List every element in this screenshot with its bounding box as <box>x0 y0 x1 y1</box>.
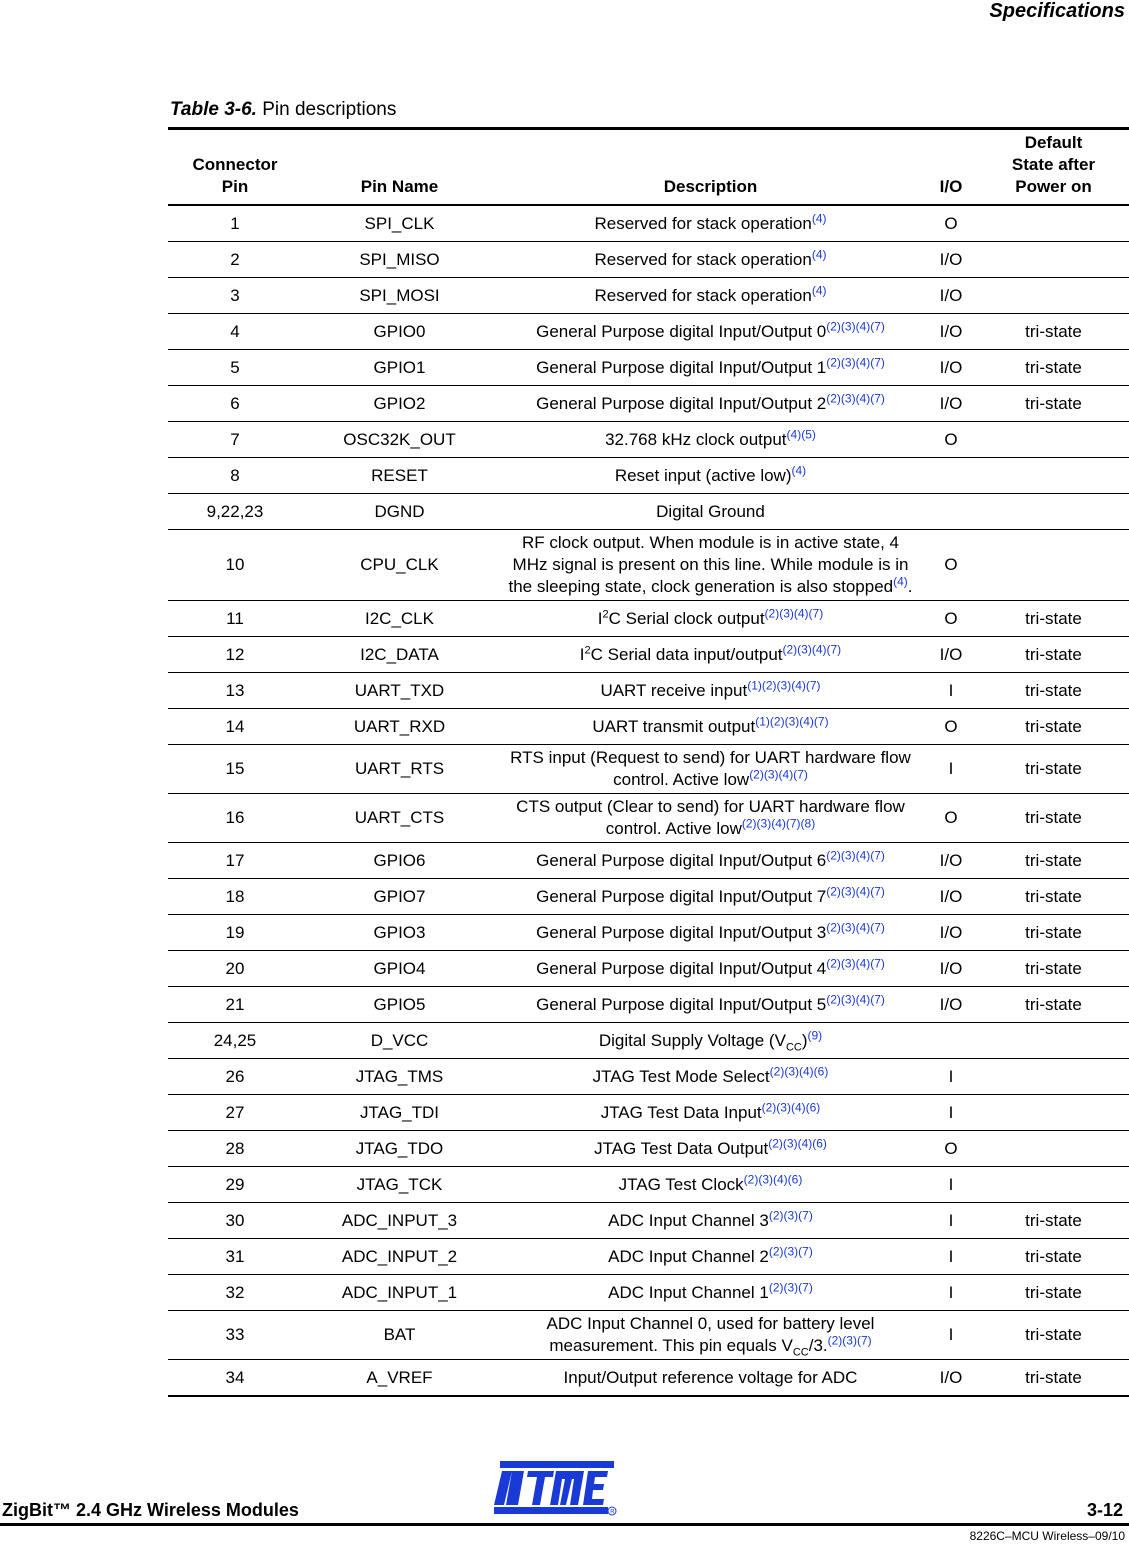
cell-description <box>497 242 924 278</box>
cell-io: O <box>924 1131 978 1167</box>
cell-connector-pin: 11 <box>168 601 302 637</box>
footnote-reference[interactable]: (2)(3)(4)(7) <box>826 919 885 934</box>
cell-description <box>497 1239 924 1275</box>
cell-default-state: tri-state <box>978 637 1129 673</box>
footnote-reference[interactable]: (1)(2)(3)(4)(7) <box>747 677 821 692</box>
cell-description <box>497 1095 924 1131</box>
cell-description <box>497 1360 924 1397</box>
footnote-reference[interactable]: (2)(3)(4)(6) <box>761 1099 821 1114</box>
desc-prefix-superscript: 2 <box>602 607 609 620</box>
desc-tail: . <box>907 577 913 596</box>
table-header-row <box>168 129 1129 206</box>
table-row <box>168 879 1129 915</box>
cell-pin-name: JTAG_TMS <box>302 1059 497 1095</box>
table-row <box>168 794 1129 843</box>
cell-pin-name: GPIO3 <box>302 915 497 951</box>
cell-pin-name: GPIO6 <box>302 843 497 879</box>
cell-description <box>497 637 924 673</box>
table-row <box>168 1203 1129 1239</box>
footnote-reference[interactable]: (2)(3)(4)(7) <box>749 767 808 782</box>
cell-description <box>497 673 924 709</box>
cell-io: I/O <box>924 242 978 278</box>
cell-pin-name: JTAG_TCK <box>302 1167 497 1203</box>
cell-connector-pin: 32 <box>168 1275 302 1311</box>
cell-pin-name: RESET <box>302 458 497 494</box>
cell-io: I <box>924 1311 978 1360</box>
table-row <box>168 494 1129 530</box>
cell-description <box>497 879 924 915</box>
cell-io: I/O <box>924 386 978 422</box>
desc-text: UART receive input <box>600 680 748 700</box>
cell-pin-name: ADC_INPUT_2 <box>302 1239 497 1275</box>
cell-io: O <box>924 709 978 745</box>
col-connector-pin-line1: Connector <box>192 155 278 174</box>
cell-description <box>497 350 924 386</box>
cell-connector-pin: 16 <box>168 794 302 843</box>
cell-description <box>497 1167 924 1203</box>
desc-text: ADC Input Channel 0, used for battery level measurement. This pin equals V <box>546 1314 875 1355</box>
cell-default-state: tri-state <box>978 1275 1129 1311</box>
cell-default-state <box>978 422 1129 458</box>
desc-text: RF clock output. When module is in active state, 4 MHz signal is present on this line. While module is in the sleeping state, clock generation is also stopped <box>508 533 909 596</box>
footnote-reference[interactable]: (2)(3)(4)(6) <box>769 1063 829 1078</box>
cell-description <box>497 1131 924 1167</box>
cell-connector-pin: 13 <box>168 673 302 709</box>
col-default-line1: Default <box>1024 133 1083 152</box>
cell-description <box>497 530 924 601</box>
cell-default-state: tri-state <box>978 951 1129 987</box>
footnote-reference[interactable]: (4) <box>791 462 807 477</box>
cell-io: I <box>924 745 978 794</box>
svg-text:R: R <box>610 1509 615 1516</box>
cell-default-state: tri-state <box>978 843 1129 879</box>
cell-default-state: tri-state <box>978 350 1129 386</box>
desc-text: General Purpose digital Input/Output 0 <box>536 321 827 341</box>
cell-default-state: tri-state <box>978 794 1129 843</box>
cell-description <box>497 745 924 794</box>
table-row <box>168 205 1129 242</box>
footnote-reference[interactable]: (4)(5) <box>786 426 816 441</box>
cell-pin-name: UART_CTS <box>302 794 497 843</box>
cell-connector-pin: 6 <box>168 386 302 422</box>
desc-text: UART transmit output <box>592 716 756 736</box>
desc-text: JTAG Test Data Output <box>594 1138 769 1158</box>
cell-pin-name: BAT <box>302 1311 497 1360</box>
desc-text: Reset input (active low) <box>614 465 792 485</box>
cell-io: I <box>924 1275 978 1311</box>
table-row <box>168 987 1129 1023</box>
cell-default-state <box>978 1023 1129 1059</box>
footnote-reference[interactable]: (4) <box>893 574 908 589</box>
desc-subscript: CC <box>792 1346 809 1359</box>
cell-connector-pin: 15 <box>168 745 302 794</box>
caption-label: Table 3-6. <box>170 99 257 120</box>
cell-description <box>497 843 924 879</box>
desc-text: C Serial clock output <box>608 608 765 628</box>
table-row <box>168 1059 1129 1095</box>
cell-connector-pin: 30 <box>168 1203 302 1239</box>
cell-connector-pin: 10 <box>168 530 302 601</box>
col-io: I/O <box>924 129 978 206</box>
footnote-reference[interactable]: (2)(3)(4)(7) <box>826 847 885 862</box>
section-title: Specifications <box>989 0 1125 22</box>
cell-io <box>924 1023 978 1059</box>
cell-io: I/O <box>924 879 978 915</box>
cell-description <box>497 205 924 242</box>
desc-text: General Purpose digital Input/Output 1 <box>536 357 827 377</box>
cell-pin-name: GPIO0 <box>302 314 497 350</box>
cell-io: I/O <box>924 278 978 314</box>
cell-pin-name: SPI_MOSI <box>302 278 497 314</box>
footnote-reference[interactable]: (2)(3)(4)(7)(8) <box>741 816 816 831</box>
desc-text: RTS input (Request to send) for UART hardware flow control. Active low <box>510 748 911 789</box>
desc-text: General Purpose digital Input/Output 7 <box>536 886 827 906</box>
col-connector-pin-line2: Pin <box>221 177 249 196</box>
cell-connector-pin: 3 <box>168 278 302 314</box>
cell-default-state: tri-state <box>978 745 1129 794</box>
desc-text: ADC Input Channel 3 <box>608 1210 769 1230</box>
desc-text: Digital Supply Voltage (V <box>598 1030 786 1050</box>
footnote-reference[interactable]: (2)(3)(7) <box>768 1279 813 1294</box>
cell-description <box>497 601 924 637</box>
cell-connector-pin: 2 <box>168 242 302 278</box>
cell-pin-name: UART_RTS <box>302 745 497 794</box>
col-pin-name: Pin Name <box>302 129 497 206</box>
footnote-reference[interactable]: (4) <box>811 282 827 297</box>
cell-pin-name: ADC_INPUT_3 <box>302 1203 497 1239</box>
footnote-reference[interactable]: (4) <box>811 210 827 225</box>
col-description: Description <box>497 129 924 206</box>
cell-pin-name: DGND <box>302 494 497 530</box>
cell-default-state: tri-state <box>978 987 1129 1023</box>
cell-pin-name: GPIO2 <box>302 386 497 422</box>
cell-default-state <box>978 278 1129 314</box>
cell-io: O <box>924 422 978 458</box>
footer-rule <box>0 1523 1129 1526</box>
cell-io: I <box>924 1095 978 1131</box>
footer-page-number: 3-12 <box>1086 1500 1123 1520</box>
footer-doc-id: 8226C–MCU Wireless–09/10 <box>969 1529 1125 1543</box>
table-row <box>168 673 1129 709</box>
cell-default-state <box>978 1095 1129 1131</box>
cell-connector-pin: 24,25 <box>168 1023 302 1059</box>
cell-io: I/O <box>924 987 978 1023</box>
desc-text: Input/Output reference voltage for ADC <box>563 1367 858 1387</box>
cell-default-state: tri-state <box>978 673 1129 709</box>
cell-description <box>497 709 924 745</box>
table-row <box>168 951 1129 987</box>
col-default-state <box>978 129 1129 206</box>
cell-description <box>497 458 924 494</box>
table-row <box>168 350 1129 386</box>
table-row <box>168 1131 1129 1167</box>
table-row <box>168 1239 1129 1275</box>
footnote-reference[interactable]: (2)(3)(4)(6) <box>743 1171 803 1186</box>
cell-default-state <box>978 494 1129 530</box>
desc-text: Digital Ground <box>656 501 765 521</box>
table-caption <box>170 99 396 121</box>
table-row <box>168 709 1129 745</box>
cell-pin-name: CPU_CLK <box>302 530 497 601</box>
col-connector-pin <box>168 129 302 206</box>
cell-default-state: tri-state <box>978 1203 1129 1239</box>
cell-io <box>924 494 978 530</box>
cell-connector-pin: 21 <box>168 987 302 1023</box>
cell-connector-pin: 19 <box>168 915 302 951</box>
desc-text: C Serial data input/output <box>590 644 783 664</box>
desc-after: /3. <box>808 1336 828 1355</box>
table-row <box>168 314 1129 350</box>
cell-io: O <box>924 601 978 637</box>
cell-default-state: tri-state <box>978 709 1129 745</box>
table-row <box>168 1311 1129 1360</box>
cell-description <box>497 314 924 350</box>
cell-description <box>497 794 924 843</box>
footnote-reference[interactable]: (2)(3)(4)(7) <box>826 318 885 333</box>
table-row <box>168 242 1129 278</box>
cell-io: I <box>924 673 978 709</box>
table-row <box>168 530 1129 601</box>
cell-connector-pin: 26 <box>168 1059 302 1095</box>
footer-product-title: ZigBit™ 2.4 GHz Wireless Modules <box>2 1500 299 1520</box>
cell-connector-pin: 27 <box>168 1095 302 1131</box>
col-default-line3: Power on <box>1015 177 1092 196</box>
table-row <box>168 1167 1129 1203</box>
footnote-reference[interactable]: (2)(3)(4)(6) <box>768 1135 827 1150</box>
cell-description <box>497 1311 924 1360</box>
cell-connector-pin: 4 <box>168 314 302 350</box>
desc-text: Reserved for stack operation <box>594 213 812 233</box>
cell-io: I/O <box>924 843 978 879</box>
cell-pin-name: GPIO4 <box>302 951 497 987</box>
table-row <box>168 422 1129 458</box>
footnote-reference[interactable]: (2)(3)(7) <box>768 1243 813 1258</box>
table-row <box>168 1360 1129 1397</box>
table-row <box>168 458 1129 494</box>
cell-default-state <box>978 205 1129 242</box>
cell-description <box>497 386 924 422</box>
cell-connector-pin: 9,22,23 <box>168 494 302 530</box>
cell-pin-name: I2C_DATA <box>302 637 497 673</box>
desc-after: ) <box>801 1030 808 1050</box>
desc-prefix-superscript: 2 <box>584 643 591 656</box>
cell-connector-pin: 17 <box>168 843 302 879</box>
desc-prefix: I <box>579 644 585 664</box>
cell-default-state: tri-state <box>978 386 1129 422</box>
cell-connector-pin: 33 <box>168 1311 302 1360</box>
desc-prefix: I <box>597 608 603 628</box>
desc-text: CTS output (Clear to send) for UART hardware flow control. Active low <box>516 797 905 838</box>
footnote-reference[interactable]: (2)(3)(4)(7) <box>826 991 885 1006</box>
footnote-reference[interactable]: (2)(3)(4)(7) <box>764 605 824 620</box>
cell-default-state: tri-state <box>978 1239 1129 1275</box>
atmel-logo <box>494 1457 620 1519</box>
cell-pin-name: OSC32K_OUT <box>302 422 497 458</box>
cell-connector-pin: 14 <box>168 709 302 745</box>
cell-connector-pin: 7 <box>168 422 302 458</box>
footnote-reference[interactable]: (2)(3)(4)(7) <box>782 641 842 656</box>
cell-io: O <box>924 530 978 601</box>
cell-pin-name: ADC_INPUT_1 <box>302 1275 497 1311</box>
cell-pin-name: GPIO7 <box>302 879 497 915</box>
footnote-reference[interactable]: (2)(3)(7) <box>768 1207 813 1222</box>
cell-connector-pin: 18 <box>168 879 302 915</box>
footnote-reference[interactable]: (9) <box>807 1027 823 1042</box>
cell-io: O <box>924 205 978 242</box>
cell-default-state <box>978 1059 1129 1095</box>
table-row <box>168 843 1129 879</box>
cell-default-state <box>978 1167 1129 1203</box>
desc-text: Reserved for stack operation <box>594 249 812 269</box>
cell-description <box>497 915 924 951</box>
table-row <box>168 915 1129 951</box>
cell-pin-name: SPI_MISO <box>302 242 497 278</box>
table-row <box>168 278 1129 314</box>
table-row <box>168 601 1129 637</box>
cell-io: I <box>924 1203 978 1239</box>
footnote-reference[interactable]: (1)(2)(3)(4)(7) <box>755 713 829 728</box>
cell-io: I <box>924 1239 978 1275</box>
table-row <box>168 1023 1129 1059</box>
cell-default-state: tri-state <box>978 879 1129 915</box>
footnote-reference[interactable]: (2)(3)(4)(7) <box>826 354 885 369</box>
cell-connector-pin: 8 <box>168 458 302 494</box>
desc-text: General Purpose digital Input/Output 6 <box>536 850 827 870</box>
table-row <box>168 386 1129 422</box>
table-row <box>168 637 1129 673</box>
cell-io: I <box>924 1167 978 1203</box>
table-body <box>168 205 1129 1396</box>
cell-io: I/O <box>924 637 978 673</box>
col-default-line2: State after <box>1011 155 1096 174</box>
cell-pin-name: UART_RXD <box>302 709 497 745</box>
cell-pin-name: SPI_CLK <box>302 205 497 242</box>
footnote-reference[interactable]: (2)(3)(4)(7) <box>826 955 885 970</box>
cell-connector-pin: 31 <box>168 1239 302 1275</box>
cell-pin-name: JTAG_TDO <box>302 1131 497 1167</box>
desc-text: 32.768 kHz clock output <box>605 429 787 449</box>
cell-pin-name: UART_TXD <box>302 673 497 709</box>
desc-text: JTAG Test Mode Select <box>592 1066 770 1086</box>
table-row <box>168 1275 1129 1311</box>
cell-description <box>497 1059 924 1095</box>
cell-description <box>497 1203 924 1239</box>
cell-pin-name: GPIO5 <box>302 987 497 1023</box>
cell-pin-name: I2C_CLK <box>302 601 497 637</box>
cell-default-state: tri-state <box>978 314 1129 350</box>
cell-connector-pin: 5 <box>168 350 302 386</box>
desc-text: JTAG Test Data Input <box>600 1102 762 1122</box>
table-row <box>168 1095 1129 1131</box>
desc-text: ADC Input Channel 1 <box>608 1282 769 1302</box>
desc-text: Reserved for stack operation <box>594 285 812 305</box>
cell-connector-pin: 12 <box>168 637 302 673</box>
cell-default-state: tri-state <box>978 1311 1129 1360</box>
cell-connector-pin: 1 <box>168 205 302 242</box>
footnote-reference[interactable]: (2)(3)(4)(7) <box>826 883 885 898</box>
cell-pin-name: JTAG_TDI <box>302 1095 497 1131</box>
cell-io <box>924 458 978 494</box>
cell-default-state <box>978 458 1129 494</box>
cell-description <box>497 494 924 530</box>
cell-io: I/O <box>924 314 978 350</box>
desc-text: General Purpose digital Input/Output 5 <box>536 994 827 1014</box>
cell-connector-pin: 34 <box>168 1360 302 1397</box>
desc-text: General Purpose digital Input/Output 2 <box>536 393 827 413</box>
cell-connector-pin: 20 <box>168 951 302 987</box>
cell-description <box>497 1275 924 1311</box>
table-row <box>168 745 1129 794</box>
cell-default-state: tri-state <box>978 915 1129 951</box>
cell-description <box>497 422 924 458</box>
cell-connector-pin: 29 <box>168 1167 302 1203</box>
cell-io: O <box>924 794 978 843</box>
cell-default-state: tri-state <box>978 1360 1129 1397</box>
cell-default-state <box>978 1131 1129 1167</box>
cell-pin-name: GPIO1 <box>302 350 497 386</box>
cell-description <box>497 278 924 314</box>
cell-io: I/O <box>924 951 978 987</box>
cell-connector-pin: 28 <box>168 1131 302 1167</box>
pin-descriptions-table <box>168 127 1129 1397</box>
desc-text: ADC Input Channel 2 <box>608 1246 769 1266</box>
cell-default-state <box>978 242 1129 278</box>
cell-io: I/O <box>924 350 978 386</box>
cell-pin-name: A_VREF <box>302 1360 497 1397</box>
cell-description <box>497 951 924 987</box>
desc-text: General Purpose digital Input/Output 3 <box>536 922 827 942</box>
desc-subscript: CC <box>785 1040 802 1053</box>
cell-default-state: tri-state <box>978 601 1129 637</box>
desc-text: General Purpose digital Input/Output 4 <box>536 958 827 978</box>
cell-description <box>497 987 924 1023</box>
desc-text: JTAG Test Clock <box>618 1174 744 1194</box>
cell-description <box>497 1023 924 1059</box>
footnote-reference[interactable]: (4) <box>811 246 827 261</box>
cell-io: I/O <box>924 1360 978 1397</box>
caption-text: Pin descriptions <box>262 99 397 120</box>
footnote-reference[interactable]: (2)(3)(7) <box>827 1333 872 1348</box>
cell-io: I/O <box>924 915 978 951</box>
cell-default-state <box>978 530 1129 601</box>
footnote-reference[interactable]: (2)(3)(4)(7) <box>826 390 885 405</box>
cell-io: I <box>924 1059 978 1095</box>
cell-pin-name: D_VCC <box>302 1023 497 1059</box>
